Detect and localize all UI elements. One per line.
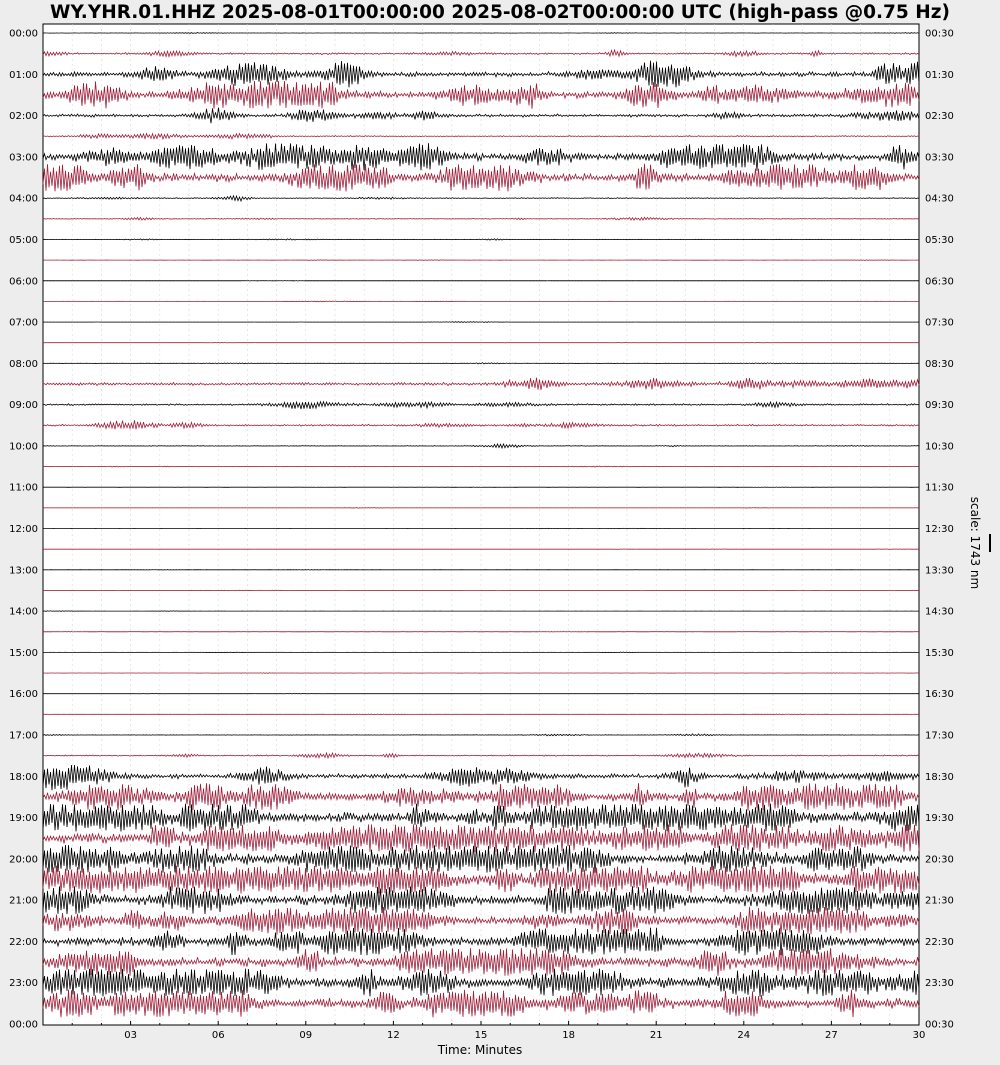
trace-line <box>43 714 919 715</box>
left-time-label: 00:00 <box>9 1019 38 1031</box>
right-time-label: 17:30 <box>925 730 954 742</box>
left-time-label: 15:00 <box>9 647 38 659</box>
right-time-label: 19:30 <box>925 813 954 825</box>
trace-line <box>43 611 919 612</box>
left-time-label: 10:00 <box>9 441 38 453</box>
right-time-label: 02:30 <box>925 111 954 123</box>
right-time-label: 18:30 <box>925 771 954 783</box>
left-time-label: 11:00 <box>9 482 38 494</box>
scale-bar <box>989 534 991 552</box>
left-time-label: 14:00 <box>9 606 38 618</box>
x-axis-label: Time: Minutes <box>437 1043 523 1057</box>
right-time-label: 23:30 <box>925 978 954 990</box>
left-time-label: 13:00 <box>9 565 38 577</box>
right-time-label: 14:30 <box>925 606 954 618</box>
x-tick-label: 24 <box>737 1030 751 1041</box>
right-time-labels <box>925 29 954 1031</box>
left-time-label: 00:00 <box>9 28 38 40</box>
x-tick-label: 03 <box>124 1030 137 1041</box>
right-time-label: 22:30 <box>925 936 954 948</box>
x-tick-label: 27 <box>825 1030 838 1041</box>
trace-line <box>43 260 919 261</box>
left-time-label: 21:00 <box>9 895 38 907</box>
trace-line <box>43 652 919 653</box>
right-time-label: 16:30 <box>925 689 954 701</box>
right-time-label: 08:30 <box>925 358 954 370</box>
trace-line <box>43 632 919 633</box>
left-time-label: 08:00 <box>9 358 38 370</box>
left-time-label: 17:00 <box>9 730 38 742</box>
left-time-label: 02:00 <box>9 111 38 123</box>
x-tick-label: 12 <box>387 1030 400 1041</box>
left-time-label: 22:00 <box>9 936 38 948</box>
right-time-label: 05:30 <box>925 234 954 246</box>
left-time-label: 23:00 <box>9 978 38 990</box>
x-tick-label: 09 <box>299 1030 313 1041</box>
x-tick-label: 30 <box>912 1030 926 1041</box>
trace-line <box>43 673 919 674</box>
x-tick-label: 15 <box>474 1030 488 1041</box>
x-tick-label: 06 <box>211 1030 225 1041</box>
left-time-label: 19:00 <box>9 813 38 825</box>
right-time-label: 00:30 <box>925 28 954 40</box>
trace-line <box>43 301 919 302</box>
right-time-label: 20:30 <box>925 854 954 866</box>
x-tick-label: 21 <box>649 1030 663 1041</box>
left-time-label: 16:00 <box>9 689 38 701</box>
left-time-label: 12:00 <box>9 524 38 535</box>
left-time-label: 18:00 <box>9 771 38 783</box>
right-time-label: 15:30 <box>925 647 954 659</box>
left-time-label: 01:00 <box>9 69 38 81</box>
right-time-label: 09:30 <box>925 400 954 412</box>
trace-line <box>43 281 919 282</box>
right-time-label: 06:30 <box>925 276 954 288</box>
chart-title: WY.YHR.01.HHZ 2025-08-01T00:00:00 2025-08-02T00:00:00 UTC (high-pass @0.75 Hz) <box>50 2 950 23</box>
trace-line <box>43 590 919 591</box>
right-time-label: 11:30 <box>925 482 954 494</box>
right-time-label: 03:30 <box>925 152 954 164</box>
right-time-label: 10:30 <box>925 441 954 453</box>
x-tick-label: 18 <box>562 1030 575 1041</box>
right-time-label: 07:30 <box>925 317 954 329</box>
left-time-label: 05:00 <box>9 234 38 246</box>
right-time-label: 04:30 <box>925 193 954 205</box>
left-time-label: 04:00 <box>9 193 38 205</box>
left-time-label: 20:00 <box>9 854 38 866</box>
left-time-label: 07:00 <box>9 317 38 329</box>
left-time-label: 06:00 <box>9 276 38 288</box>
right-time-label: 01:30 <box>925 69 954 81</box>
right-time-label: 13:30 <box>925 565 954 577</box>
scale-label: scale: 1743 nm <box>968 496 982 590</box>
left-time-label: 09:00 <box>9 400 38 412</box>
left-time-labels <box>9 29 38 1031</box>
right-time-label: 21:30 <box>925 895 954 907</box>
right-time-label: 00:30 <box>925 1019 954 1031</box>
left-time-label: 03:00 <box>9 152 38 164</box>
right-time-label: 12:30 <box>925 524 954 535</box>
trace-line <box>43 570 919 571</box>
trace-line <box>43 508 919 509</box>
